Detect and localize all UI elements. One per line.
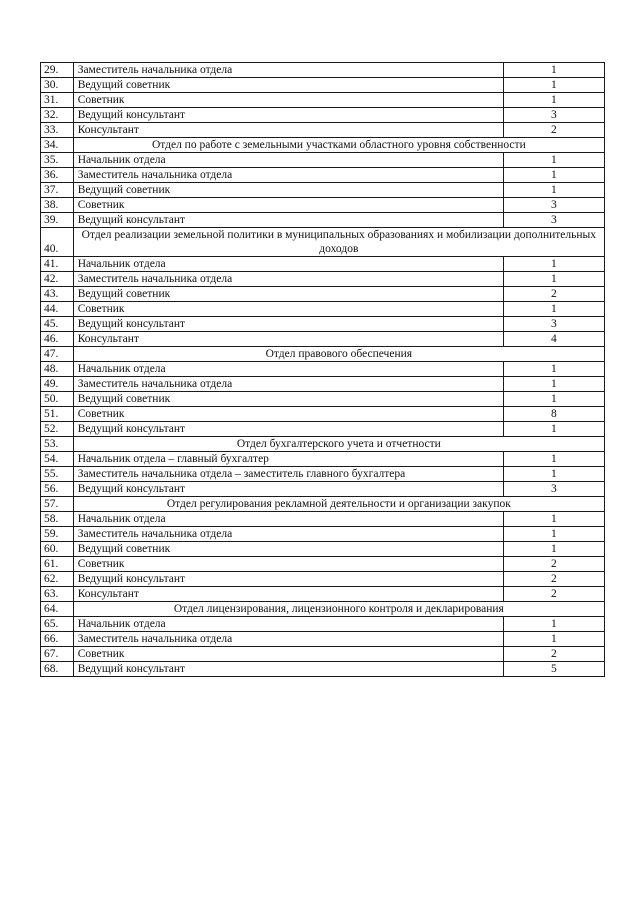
- department-row: [41, 602, 605, 617]
- department-row: [41, 497, 605, 512]
- position-count: 2: [503, 557, 604, 572]
- position-row: [41, 482, 605, 497]
- position-row: [41, 108, 605, 123]
- position-row: [41, 287, 605, 302]
- position-title: Начальник отдела: [73, 617, 503, 632]
- position-row: [41, 572, 605, 587]
- position-row: [41, 272, 605, 287]
- row-number: 60.: [41, 542, 74, 557]
- position-title: Ведущий советник: [73, 183, 503, 198]
- row-number: 35.: [41, 153, 74, 168]
- position-title: Ведущий советник: [73, 78, 503, 93]
- position-title: Заместитель начальника отдела: [73, 63, 503, 78]
- row-number: 45.: [41, 317, 74, 332]
- position-count: 1: [503, 183, 604, 198]
- position-row: [41, 213, 605, 228]
- row-number: 48.: [41, 362, 74, 377]
- position-count: 1: [503, 527, 604, 542]
- row-number: 58.: [41, 512, 74, 527]
- position-title: Начальник отдела: [73, 153, 503, 168]
- row-number: 51.: [41, 407, 74, 422]
- staff-table: [40, 62, 605, 677]
- department-row: [41, 347, 605, 362]
- row-number: 64.: [41, 602, 74, 617]
- row-number: 50.: [41, 392, 74, 407]
- row-number: 53.: [41, 437, 74, 452]
- department-name: Отдел бухгалтерского учета и отчетности: [73, 437, 604, 452]
- position-count: 3: [503, 108, 604, 123]
- row-number: 65.: [41, 617, 74, 632]
- position-count: 1: [503, 467, 604, 482]
- position-title: Консультант: [73, 587, 503, 602]
- row-number: 67.: [41, 647, 74, 662]
- row-number: 61.: [41, 557, 74, 572]
- position-row: [41, 632, 605, 647]
- department-row: [41, 437, 605, 452]
- position-title: Начальник отдела: [73, 512, 503, 527]
- position-count: 1: [503, 153, 604, 168]
- position-count: 2: [503, 587, 604, 602]
- position-title: Заместитель начальника отдела: [73, 527, 503, 542]
- row-number: 46.: [41, 332, 74, 347]
- position-count: 1: [503, 422, 604, 437]
- position-count: 3: [503, 198, 604, 213]
- position-count: 1: [503, 512, 604, 527]
- position-row: [41, 317, 605, 332]
- row-number: 39.: [41, 213, 74, 228]
- position-count: 1: [503, 302, 604, 317]
- position-title: Начальник отдела: [73, 362, 503, 377]
- row-number: 38.: [41, 198, 74, 213]
- position-row: [41, 257, 605, 272]
- position-count: 1: [503, 63, 604, 78]
- position-row: [41, 557, 605, 572]
- position-row: [41, 63, 605, 78]
- row-number: 44.: [41, 302, 74, 317]
- department-row: [41, 228, 605, 257]
- position-row: [41, 617, 605, 632]
- position-count: 1: [503, 93, 604, 108]
- position-title: Ведущий консультант: [73, 108, 503, 123]
- position-count: 8: [503, 407, 604, 422]
- position-title: Заместитель начальника отдела – заместитель главного бухгалтера: [73, 467, 503, 482]
- position-row: [41, 93, 605, 108]
- position-row: [41, 198, 605, 213]
- position-row: [41, 662, 605, 677]
- position-title: Заместитель начальника отдела: [73, 377, 503, 392]
- row-number: 68.: [41, 662, 74, 677]
- position-row: [41, 467, 605, 482]
- position-title: Советник: [73, 93, 503, 108]
- row-number: 33.: [41, 123, 74, 138]
- row-number: 63.: [41, 587, 74, 602]
- position-row: [41, 183, 605, 198]
- row-number: 42.: [41, 272, 74, 287]
- position-count: 1: [503, 257, 604, 272]
- row-number: 47.: [41, 347, 74, 362]
- position-count: 1: [503, 392, 604, 407]
- position-title: Ведущий советник: [73, 287, 503, 302]
- position-row: [41, 302, 605, 317]
- row-number: 40.: [41, 228, 74, 257]
- position-title: Ведущий консультант: [73, 482, 503, 497]
- row-number: 57.: [41, 497, 74, 512]
- position-row: [41, 362, 605, 377]
- position-count: 1: [503, 377, 604, 392]
- position-title: Ведущий консультант: [73, 422, 503, 437]
- department-name: Отдел правового обеспечения: [73, 347, 604, 362]
- position-row: [41, 78, 605, 93]
- position-row: [41, 422, 605, 437]
- position-count: 2: [503, 647, 604, 662]
- position-row: [41, 332, 605, 347]
- position-row: [41, 587, 605, 602]
- position-count: 1: [503, 617, 604, 632]
- row-number: 43.: [41, 287, 74, 302]
- row-number: 36.: [41, 168, 74, 183]
- position-title: Заместитель начальника отдела: [73, 168, 503, 183]
- position-title: Заместитель начальника отдела: [73, 632, 503, 647]
- position-title: Советник: [73, 198, 503, 213]
- position-title: Консультант: [73, 332, 503, 347]
- row-number: 66.: [41, 632, 74, 647]
- row-number: 29.: [41, 63, 74, 78]
- position-row: [41, 527, 605, 542]
- position-row: [41, 377, 605, 392]
- position-count: 1: [503, 362, 604, 377]
- department-name: Отдел реализации земельной политики в муниципальных образованиях и мобилизации дополнительных доходов: [73, 228, 604, 257]
- row-number: 31.: [41, 93, 74, 108]
- row-number: 52.: [41, 422, 74, 437]
- position-title: Советник: [73, 647, 503, 662]
- department-name: Отдел по работе с земельными участками областного уровня собственности: [73, 138, 604, 153]
- position-title: Ведущий консультант: [73, 317, 503, 332]
- row-number: 62.: [41, 572, 74, 587]
- position-count: 1: [503, 452, 604, 467]
- position-count: 1: [503, 272, 604, 287]
- position-count: 1: [503, 168, 604, 183]
- position-row: [41, 407, 605, 422]
- row-number: 59.: [41, 527, 74, 542]
- row-number: 54.: [41, 452, 74, 467]
- position-count: 2: [503, 287, 604, 302]
- position-title: Начальник отдела: [73, 257, 503, 272]
- position-row: [41, 153, 605, 168]
- position-count: 4: [503, 332, 604, 347]
- position-title: Советник: [73, 302, 503, 317]
- position-title: Консультант: [73, 123, 503, 138]
- row-number: 32.: [41, 108, 74, 123]
- position-row: [41, 123, 605, 138]
- position-count: 1: [503, 632, 604, 647]
- position-count: 3: [503, 317, 604, 332]
- position-title: Ведущий консультант: [73, 662, 503, 677]
- staff-table-body: [41, 63, 605, 677]
- department-name: Отдел регулирования рекламной деятельности и организации закупок: [73, 497, 604, 512]
- position-row: [41, 542, 605, 557]
- position-title: Ведущий советник: [73, 542, 503, 557]
- position-count: 1: [503, 542, 604, 557]
- position-count: 2: [503, 123, 604, 138]
- row-number: 30.: [41, 78, 74, 93]
- position-title: Ведущий советник: [73, 392, 503, 407]
- row-number: 49.: [41, 377, 74, 392]
- position-row: [41, 647, 605, 662]
- position-row: [41, 392, 605, 407]
- position-count: 2: [503, 572, 604, 587]
- row-number: 41.: [41, 257, 74, 272]
- position-title: Начальник отдела – главный бухгалтер: [73, 452, 503, 467]
- position-row: [41, 512, 605, 527]
- row-number: 37.: [41, 183, 74, 198]
- position-title: Ведущий консультант: [73, 213, 503, 228]
- position-count: 5: [503, 662, 604, 677]
- department-name: Отдел лицензирования, лицензионного контроля и декларирования: [73, 602, 604, 617]
- position-count: 3: [503, 482, 604, 497]
- position-count: 3: [503, 213, 604, 228]
- position-title: Советник: [73, 407, 503, 422]
- row-number: 56.: [41, 482, 74, 497]
- position-row: [41, 168, 605, 183]
- position-title: Ведущий консультант: [73, 572, 503, 587]
- position-row: [41, 452, 605, 467]
- row-number: 55.: [41, 467, 74, 482]
- position-count: 1: [503, 78, 604, 93]
- position-title: Советник: [73, 557, 503, 572]
- row-number: 34.: [41, 138, 74, 153]
- department-row: [41, 138, 605, 153]
- position-title: Заместитель начальника отдела: [73, 272, 503, 287]
